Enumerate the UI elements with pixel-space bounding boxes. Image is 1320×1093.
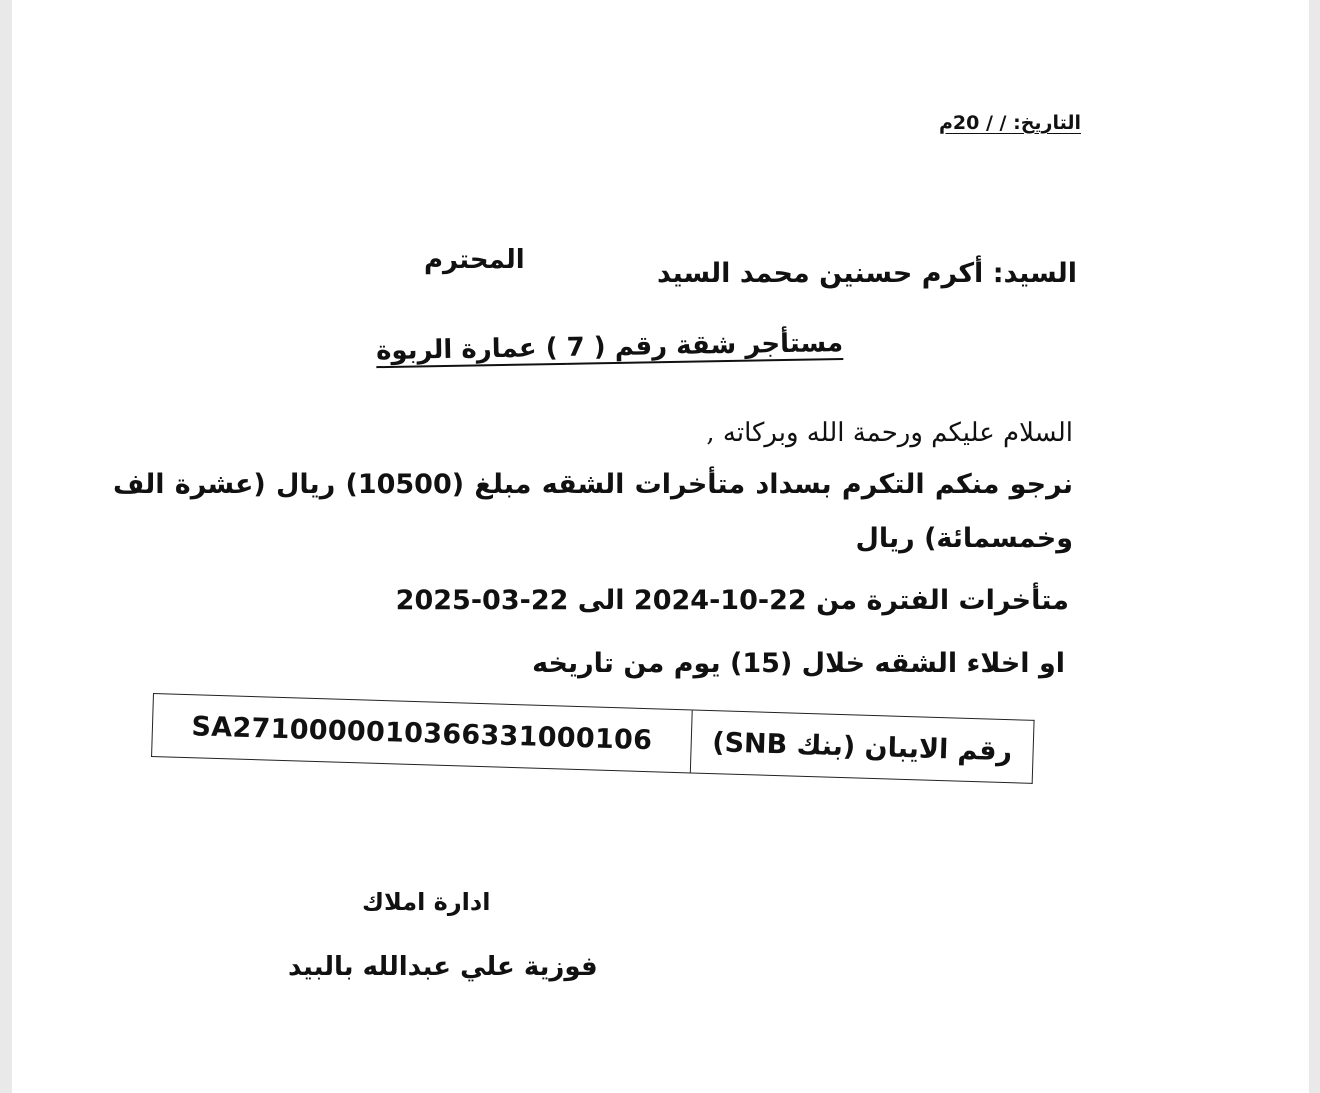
iban-row	[152, 694, 1035, 784]
department: ادارة املاك	[362, 888, 491, 916]
arrears-period: متأخرات الفترة من 22-10-2024 الى 22-03-2025	[395, 585, 1069, 616]
payment-request: نرجو منكم التكرم بسداد متأخرات الشقه مبلغ (10500) ريال (عشرة الف وخمسمائة) ريال	[113, 469, 1074, 554]
iban-table	[151, 693, 1035, 784]
tenant-apartment-line: مستأجر شقة رقم ( 7 ) عمارة الربوة	[375, 328, 844, 367]
iban-value: SA2710000010366331000106	[152, 694, 693, 773]
recipient-name: السيد: أكرم حسنين محمد السيد	[656, 258, 1077, 289]
iban-label: رقم الايبان (بنك SNB)	[690, 710, 1034, 783]
date-line: التاريخ: / / 20م	[938, 112, 1081, 134]
honorific: المحترم	[424, 245, 525, 275]
signer-name: فوزية علي عبدالله بالبيد	[288, 952, 598, 982]
greeting: السلام عليكم ورحمة الله وبركاته ,	[706, 418, 1073, 448]
letter-page	[12, 0, 1309, 1093]
vacate-notice: او اخلاء الشقه خلال (15) يوم من تاريخه	[532, 648, 1065, 679]
